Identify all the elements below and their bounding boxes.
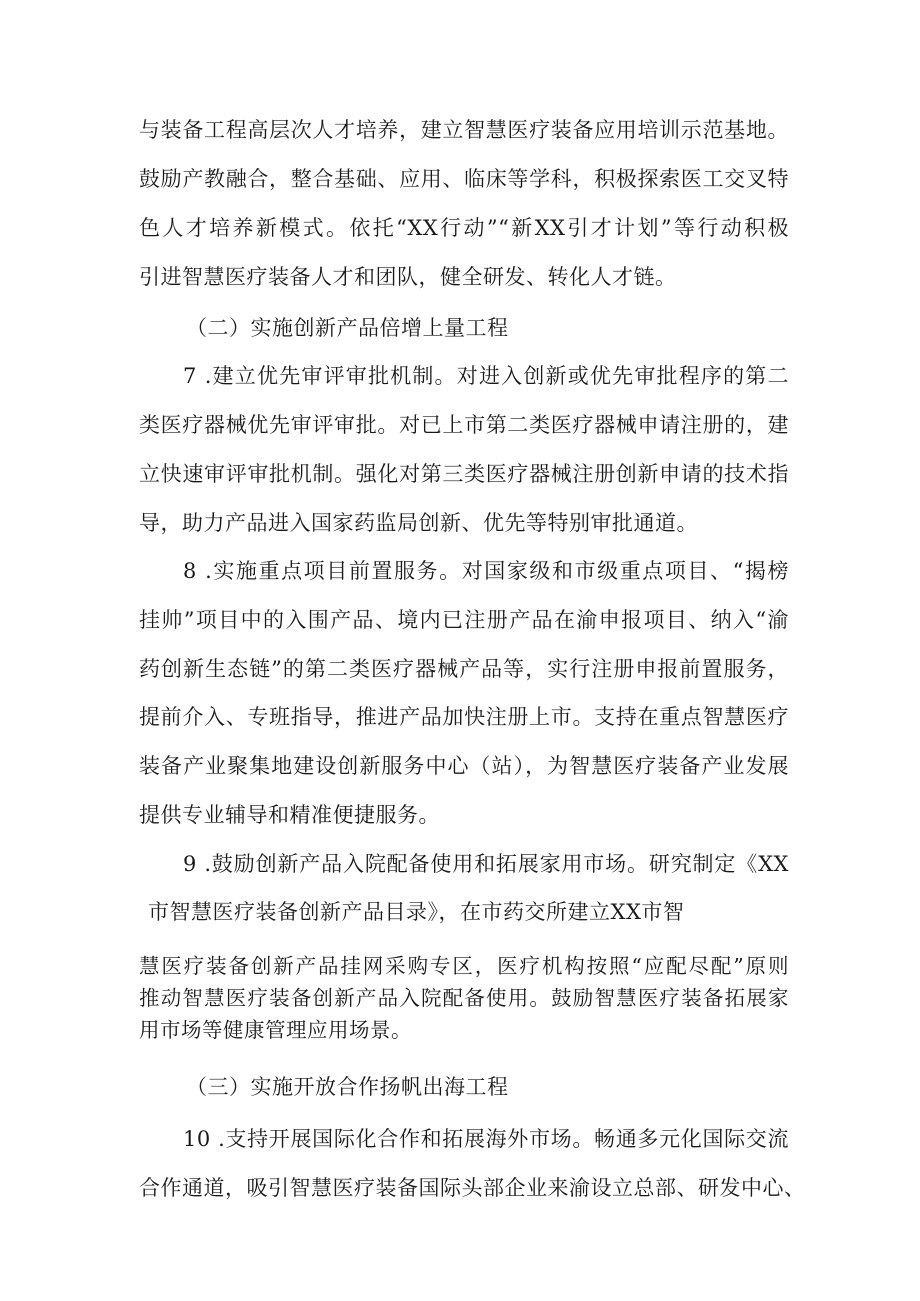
paragraph-line: 用市场等健康管理应用场景。	[139, 1018, 412, 1042]
paragraph-line: 色人才培养新模式。依托“XX行动”“新XX引才计划”等行动积极	[139, 216, 789, 240]
section-heading: （三）实施开放合作扬帆出海工程	[186, 1075, 509, 1099]
paragraph-line: 类医疗器械优先审评审批。对已上市第二类医疗器械申请注册的，建	[139, 413, 789, 437]
paragraph-line: 7 .建立优先审评审批机制。对进入创新或优先审批程序的第二	[183, 364, 789, 388]
paragraph-line: 导，助力产品进入国家药监局创新、优先等特别审批通道。	[139, 511, 698, 535]
paragraph-line: 9 .鼓励创新产品入院配备使用和拓展家用市场。研究制定《XX	[183, 852, 789, 876]
paragraph-line: 市智慧医疗装备创新产品目录》，在市药交所建立XX市智	[148, 900, 685, 924]
paragraph-line: 10 .支持开展国际化合作和拓展海外市场。畅通多元化国际交流	[183, 1127, 789, 1151]
paragraph-line: 引进智慧医疗装备人才和团队，健全研发、转化人才链。	[139, 265, 677, 289]
paragraph-line: 慧医疗装备创新产品挂网采购专区，医疗机构按照“应配尽配”原则	[139, 954, 789, 978]
paragraph-line: 合作通道，吸引智慧医疗装备国际头部企业来渝设立总部、研发中心、	[139, 1176, 806, 1200]
paragraph-line: 与装备工程高层次人才培养，建立智慧医疗装备应用培训示范基地。	[139, 118, 789, 142]
paragraph-line: 鼓励产教融合，整合基础、应用、临床等学科，积极探索医工交叉特	[139, 167, 789, 191]
paragraph-line: 8 .实施重点项目前置服务。对国家级和市级重点项目、“揭榜	[183, 559, 789, 583]
paragraph-line: 提前介入、专班指导，推进产品加快注册上市。支持在重点智慧医疗	[139, 705, 789, 729]
paragraph-line: 立快速审评审批机制。强化对第三类医疗器械注册创新申请的技术指	[139, 462, 789, 486]
paragraph-line: 挂帅”项目中的入围产品、境内已注册产品在渝申报项目、纳入“渝	[139, 608, 789, 632]
paragraph-line: 提供专业辅导和精准便捷服务。	[139, 803, 440, 827]
paragraph-line: 装备产业聚集地建设创新服务中心（站），为智慧医疗装备产业发展	[139, 754, 789, 778]
paragraph-line: 药创新生态链”的第二类医疗器械产品等，实行注册申报前置服务，	[139, 657, 789, 681]
section-heading: （二）实施创新产品倍增上量工程	[186, 316, 509, 340]
paragraph-line: 推动智慧医疗装备创新产品入院配备使用。鼓励智慧医疗装备拓展家	[139, 986, 789, 1010]
